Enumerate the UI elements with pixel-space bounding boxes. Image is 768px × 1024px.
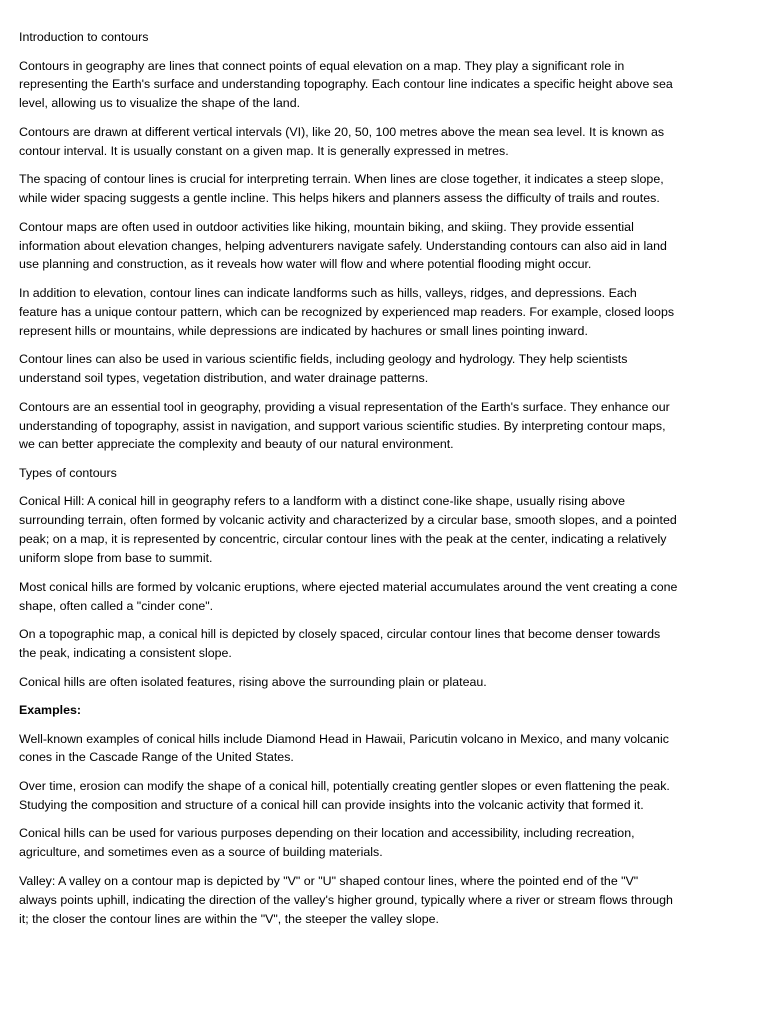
paragraph-topographic-depiction: On a topographic map, a conical hill is depicted by closely spaced, circular contour lines that become denser towards the peak, indicating a consistent slope. bbox=[19, 627, 661, 660]
heading-examples: Examples: bbox=[19, 703, 81, 717]
paragraph-summary: Contours are an essential tool in geography, providing a visual representation of the Earth's surface. They enhance our understanding of topography, assist in navigation, and support various scientific studies. By interpreting contour maps, we can better appreciate the complexity and beauty of our natural environment. bbox=[19, 399, 670, 452]
paragraph-contour-spacing: The spacing of contour lines is crucial for interpreting terrain. When lines are close together, it indicates a steep slope, while wider spacing suggests a gentle incline. This helps hikers and planners assess the difficulty of trails and routes. bbox=[19, 172, 664, 206]
paragraph-conical-hill: Conical Hill: A conical hill in geography refers to a landform with a distinct cone-like shape, usually rising above surrounding terrain, often formed by volcanic activity and characterized by a circular base, smooth slopes, and a pointed peak; on a map, it is represented by concentric, circular contour lines with the peak at the center, indicating a relatively uniform slope from base to summit. bbox=[19, 494, 677, 566]
paragraph-volcanic-formation: Most conical hills are formed by volcanic eruptions, where ejected material accumulates around the vent creating a cone shape, often called a "cinder cone". bbox=[19, 579, 678, 613]
paragraph-contour-interval: Contours are drawn at different vertical intervals (VI), like 20, 50, 100 metres above the mean sea level. It is known as contour interval. It is usually constant on a given map. It is generally expressed in metres. bbox=[19, 124, 665, 158]
paragraph-landforms: In addition to elevation, contour lines can indicate landforms such as hills, valleys, ridges, and depressions. Each feature has a unique contour pattern, which can be recognized by experienced map readers. For example, closed loops represent hills or mountains, while depressions are indicated by hachures or small lines pointing inward. bbox=[19, 285, 675, 338]
paragraph-valley: Valley: A valley on a contour map is depicted by "V" or "U" shaped contour lines, where the pointed end of the "V" always points uphill, indicating the direction of the valley's higher ground, typically where a river or stream flows through it; the closer the contour lines are within the "V", the steeper the valley slope. bbox=[19, 873, 673, 926]
paragraph-isolated-features: Conical hills are often isolated features, rising above the surrounding plain or plateau. bbox=[19, 674, 487, 689]
paragraph-contour-uses: Contour maps are often used in outdoor activities like hiking, mountain biking, and skiing. They provide essential information about elevation changes, helping adventurers navigate safely. Understanding contours can also aid in land use planning and construction, as it reveals how water will flow and where potential flooding might occur. bbox=[19, 219, 667, 272]
heading-types-of-contours: Types of contours bbox=[19, 465, 117, 480]
paragraph-contours-definition: Contours in geography are lines that connect points of equal elevation on a map. They play a significant role in representing the Earth's surface and understanding topography. Each contour line indicates a specific height above sea level, allowing us to visualize the shape of the land. bbox=[19, 58, 673, 111]
paragraph-erosion: Over time, erosion can modify the shape of a conical hill, potentially creating gentler slopes or even flattening the peak. Studying the composition and structure of a conical hill can provide insights into the volcanic activity that formed it. bbox=[19, 778, 670, 812]
heading-introduction: Introduction to contours bbox=[19, 30, 149, 44]
paragraph-scientific-fields: Contour lines can also be used in various scientific fields, including geology and hydrology. They help scientists understand soil types, vegetation distribution, and water drainage patterns. bbox=[19, 352, 628, 386]
paragraph-purposes: Conical hills can be used for various purposes depending on their location and accessibility, including recreation, agriculture, and sometimes even as a source of building materials. bbox=[19, 826, 635, 860]
paragraph-examples: Well-known examples of conical hills include Diamond Head in Hawaii, Paricutin volcano in Mexico, and many volcanic cones in the Cascade Range of the United States. bbox=[19, 731, 669, 765]
